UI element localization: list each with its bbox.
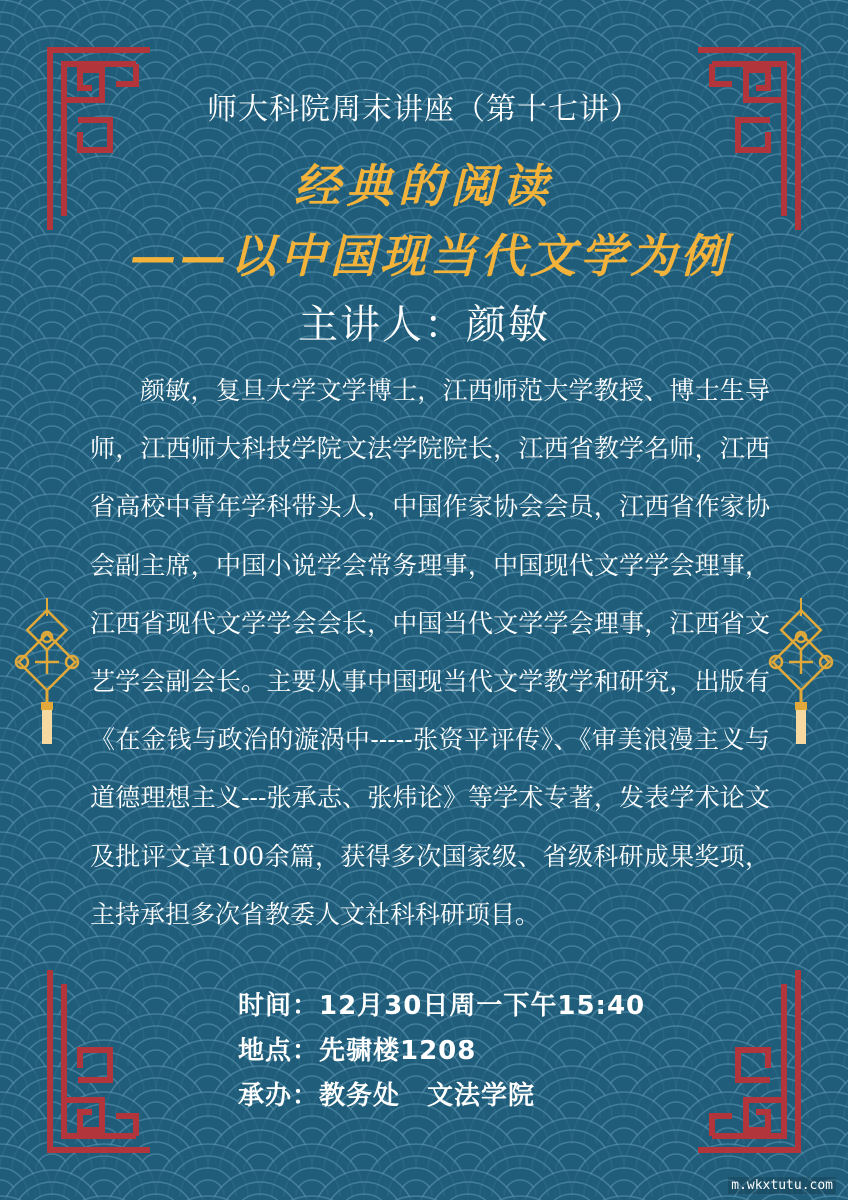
chinese-knot-right <box>768 598 834 748</box>
event-location: 地点：先骕楼1208 <box>238 1036 477 1066</box>
lecture-series-title: 师大科院周末讲座（第十七讲） <box>207 92 641 127</box>
chinese-knot-left <box>14 598 80 748</box>
event-time: 时间：12月30日周一下午15:40 <box>238 991 646 1021</box>
watermark-url: m.wkxtutu.com <box>728 1177 836 1194</box>
speaker-name: 主讲人：颜敏 <box>298 302 550 348</box>
speaker-bio: 颜敏，复旦大学文学博士，江西师范大学教授、博士生导师，江西师大科技学院文法学院院长，江西省教学名师，江西省高校中青年学科带头人，中国作家协会会员，江西省作家协会副主席，中国小说学会常务理事，中国现代文学学会理事，江西省现代文学学会会长，中国当代文学学会理事，江西省文艺学会副会长。主要从事中国现当代文学教学和研究，出版有《在金钱与政治的漩涡中-----张资平评传》、《审美浪漫主义与道德理想主义---张承志、张炜论》等学术专著，发表学术论文及批评文章100余篇，获得多次国家级、省级科研成果奖项，主持承担多次省教委人文社科科研项目。 <box>90 376 770 929</box>
corner-frame-bottom-right <box>688 960 808 1160</box>
lecture-title-line2: ——以中国现当代文学为例 <box>130 229 730 283</box>
lecture-title-line1: 经典的阅读 <box>294 159 554 213</box>
corner-frame-bottom-left <box>40 960 160 1160</box>
event-organizer: 承办：教务处 文法学院 <box>238 1081 536 1111</box>
